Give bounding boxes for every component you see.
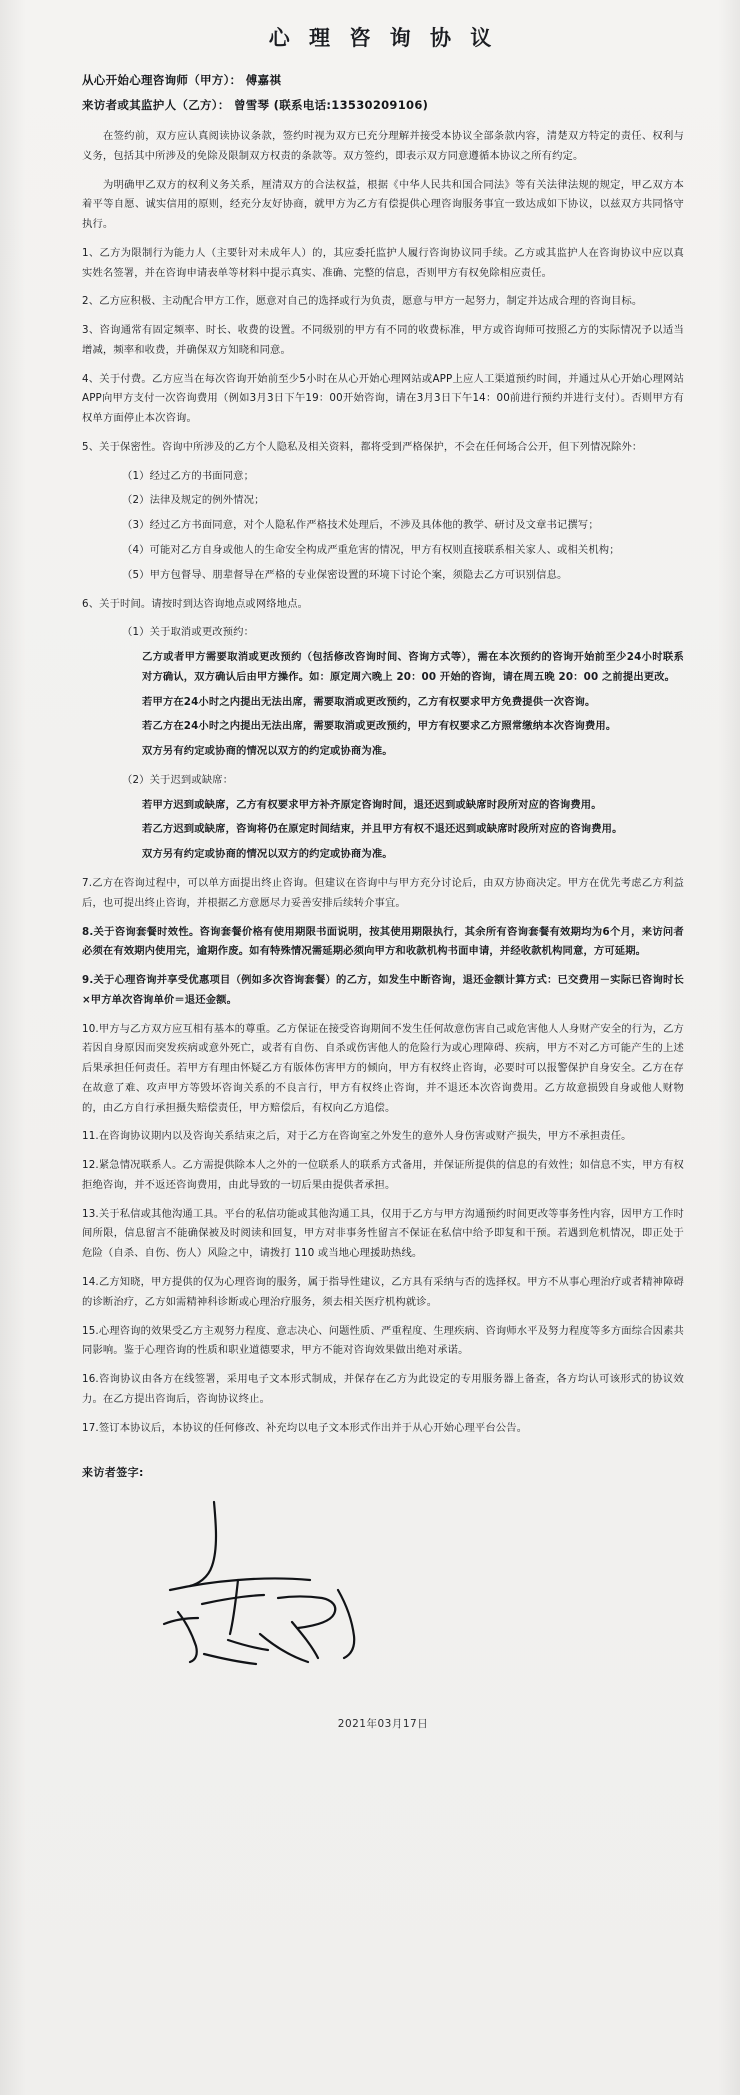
contract-paragraph: 15.心理咨询的效果受乙方主观努力程度、意志决心、问题性质、严重程度、生理疾病、咨询师水平及努力程度等多方面综合因素共同影响。鉴于心理咨询的性质和职业道德要求，甲方不能对咨询效果做出绝对承诺。 <box>82 1324 684 1357</box>
page-right-shadow <box>718 0 740 2095</box>
contract-paragraph: （5）甲方包督导、朋辈督导在严格的专业保密设置的环境下讨论个案，须隐去乙方可识别信息。 <box>122 568 568 581</box>
signature-area[interactable] <box>82 1484 684 1694</box>
contract-paragraph: 17.签订本协议后，本协议的任何修改、补充均以电子文本形式作出并于从心开始心理平台公告。 <box>82 1421 528 1434</box>
contract-paragraph: （2）关于迟到或缺席： <box>122 773 234 786</box>
contract-paragraph: （4）可能对乙方自身或他人的生命安全构成严重危害的情况，甲方有权则直接联系相关家人、或相关机构； <box>122 544 620 557</box>
contract-paragraph: 若甲方在24小时之内提出无法出席，需要取消或更改预约，乙方有权要求甲方免费提供一次咨询。 <box>142 695 596 708</box>
contract-paragraph: 1、乙方为限制行为能力人（主要针对未成年人）的，其应委托监护人履行咨询协议同手续。乙方或其监护人在咨询协议中应以真实姓名签署，并在咨询申请表单等材料中提示真实、准确、完整的信息，否则甲方有权免除相应责任。 <box>82 246 684 279</box>
contract-paragraph: 3、咨询通常有固定频率、时长、收费的设置。不同级别的甲方有不同的收费标准，甲方或咨询师可按照乙方的实际情况予以适当增减，频率和收费，并确保双方知晓和同意。 <box>82 324 684 356</box>
contract-paragraph: 双方另有约定或协商的情况以双方的约定或协商为准。 <box>142 745 393 758</box>
contract-paragraph: 4、关于付费。乙方应当在每次咨询开始前至少5小时在从心开始心理网站或APP上应人工渠道预约时间，并通过从心开始心理网站APP向甲方支付一次咨询费用（例如3月3日下午19：00开始咨询，请在3月3日下午14：00前进行预约并进行支付）。否则甲方有权单方面停止本次咨询。 <box>82 372 684 425</box>
contract-paragraph: 为明确甲乙双方的权利义务关系，厘清双方的合法权益，根据《中华人民共和国合同法》等有关法律法规的规定，甲乙双方本着平等自愿、诚实信用的原则，经充分友好协商，就甲方为乙方有偿提供心理咨询服务事宜一致达成如下协议，以兹双方共同恪守执行。 <box>82 178 684 231</box>
contract-paragraph: （1）关于取消或更改预约： <box>122 626 255 639</box>
contract-paragraph: 若乙方在24小时之内提出无法出席，需要取消或更改预约，甲方有权要求乙方照常缴纳本次咨询费用。 <box>142 720 617 733</box>
contract-paragraph: 12.紧急情况联系人。乙方需提供除本人之外的一位联系人的联系方式备用，并保证所提供的信息的有效性；如信息不实，甲方有权拒绝咨询，并不返还咨询费用，由此导致的一切后果由提供者承担。 <box>82 1159 684 1191</box>
contract-paragraph: 双方另有约定或协商的情况以双方的约定或协商为准。 <box>142 848 393 861</box>
contract-paragraph: 在签约前，双方应认真阅读协议条款，签约时视为双方已充分理解并接受本协议全部条款内容，清楚双方特定的责任、权利与义务，包括其中所涉及的免除及限制双方权责的条款等。双方签约，即表示双方同意遵循本协议之所有约定。 <box>82 130 684 162</box>
page-left-shadow <box>0 0 26 2095</box>
contract-paragraph: 14.乙方知晓，甲方提供的仅为心理咨询的服务，属于指导性建议，乙方具有采纳与否的选择权。甲方不从事心理治疗或者精神障碍的诊断治疗，乙方如需精神科诊断或心理治疗服务，须去相关医疗机构就诊。 <box>82 1275 684 1308</box>
contract-paragraph: 8.关于咨询套餐时效性。咨询套餐价格有使用期限书面说明，按其使用期限执行，其余所有咨询套餐有效期均为6个月，来访问者必须在有效期内使用完，逾期作废。如有特殊情况需延期必须向甲方和收款机构书面申请，并经收款机构同意，方可延期。 <box>82 925 684 958</box>
page-title: 心 理 咨 询 协 议 <box>268 26 498 50</box>
contract-paragraph: 2、乙方应积极、主动配合甲方工作，愿意对自己的选择或行为负责，愿意与甲方一起努力，制定并达成合理的咨询目标。 <box>82 295 643 308</box>
contract-paragraph: 9.关于心理咨询并享受优惠项目（例如多次咨询套餐）的乙方，如发生中断咨询，退还金额计算方式：已交费用－实际已咨询时长×甲方单次咨询单价＝退还金额。 <box>82 974 684 1006</box>
contract-paragraph: 5、关于保密性。咨询中所涉及的乙方个人隐私及相关资料，都将受到严格保护，不会在任何场合公开，但下列情况除外： <box>82 440 643 453</box>
contract-paragraph: 若乙方迟到或缺席，咨询将仍在原定时间结束，并且甲方有权不退还迟到或缺席时段所对应的咨询费用。 <box>142 823 623 836</box>
contract-paragraph: 10.甲方与乙方双方应互相有基本的尊重。乙方保证在接受咨询期间不发生任何故意伤害自己或危害他人人身财产安全的行为，乙方若因自身原因而突发疾病或意外死亡，或者有自伤、自杀或伤害他人的危险行为或心理障碍、疾病，甲方不对乙方可能产生的上述后果承担任何责任。若甲方有理由怀疑乙方有版体伤害甲方的倾向，甲方有权终止咨询，必要时可以报警保护自身安全。乙方在存在故意了难、攻声甲方等毁坏咨询关系的不良言行，甲方有权终止咨询，并不退还本次咨询费用。乙方故意损毁自身或他人财物的，由乙方自行承担摄失赔偿责任，甲方赔偿后，有权向乙方追偿。 <box>82 1022 684 1114</box>
signature-label: 来访者签字: <box>82 1466 144 1480</box>
party-b-line: 来访者或其监护人（乙方）： 曾雪琴 (联系电话:13530209106) <box>82 98 429 112</box>
signature-date: 2021年03月17日 <box>337 1718 429 1731</box>
contract-paragraph: （2）法律及规定的例外情况； <box>122 494 265 507</box>
party-a-line: 从心开始心理咨询师（甲方）： 傅嘉祺 <box>82 73 282 87</box>
contract-paragraph: 13.关于私信或其他沟通工具。平台的私信功能或其他沟通工具，仅用于乙方与甲方沟通预约时间更改等事务性内容，因甲方工作时间所限，信息留言不能确保被及时阅读和回复，甲方对非事务性留言不保证在私信中给予即复和干预。若遇到危机情况，即正处于危险（自杀、自伤、伤人）风险之中，请拨打 110 或当地心理援助热线。 <box>82 1207 684 1260</box>
handwritten-signature <box>142 1494 422 1684</box>
contract-paragraph: 7.乙方在咨询过程中，可以单方面提出终止咨询。但建议在咨询中与甲方充分讨论后，由双方协商决定。甲方在优先考虑乙方利益后，也可提出终止咨询，并根据乙方意愿尽力妥善安排后续转介事宜。 <box>82 876 684 909</box>
contract-paragraph: （3）经过乙方书面同意，对个人隐私作严格技术处理后，不涉及具体他的教学、研讨及文章书记撰写； <box>122 519 599 532</box>
contract-paragraph: 6、关于时间。请按时到达咨询地点或网络地点。 <box>82 597 309 610</box>
contract-paragraph: 11.在咨询协议期内以及咨询关系结束之后，对于乙方在咨询室之外发生的意外人身伤害或财产损失，甲方不承担责任。 <box>82 1130 632 1143</box>
contract-body <box>82 127 684 1438</box>
contract-paragraph: 16.咨询协议由各方在线签署，采用电子文本形式制成，并保存在乙方为此设定的专用服务器上备查，各方均认可该形式的协议效力。在乙方提出咨询后，咨询协议终止。 <box>82 1373 684 1405</box>
contract-paragraph: 乙方或者甲方需要取消或更改预约（包括修改咨询时间、咨询方式等），需在本次预约的咨询开始前至少24小时联系对方确认，双方确认后由甲方操作。如：原定周六晚上 20：00 开始的咨询，请在周五晚 20：00 之前提出更改。 <box>142 651 684 683</box>
contract-paragraph: 若甲方迟到或缺席，乙方有权要求甲方补齐原定咨询时间，退还迟到或缺席时段所对应的咨询费用。 <box>142 798 602 811</box>
contract-paragraph: （1）经过乙方的书面同意； <box>122 469 255 482</box>
